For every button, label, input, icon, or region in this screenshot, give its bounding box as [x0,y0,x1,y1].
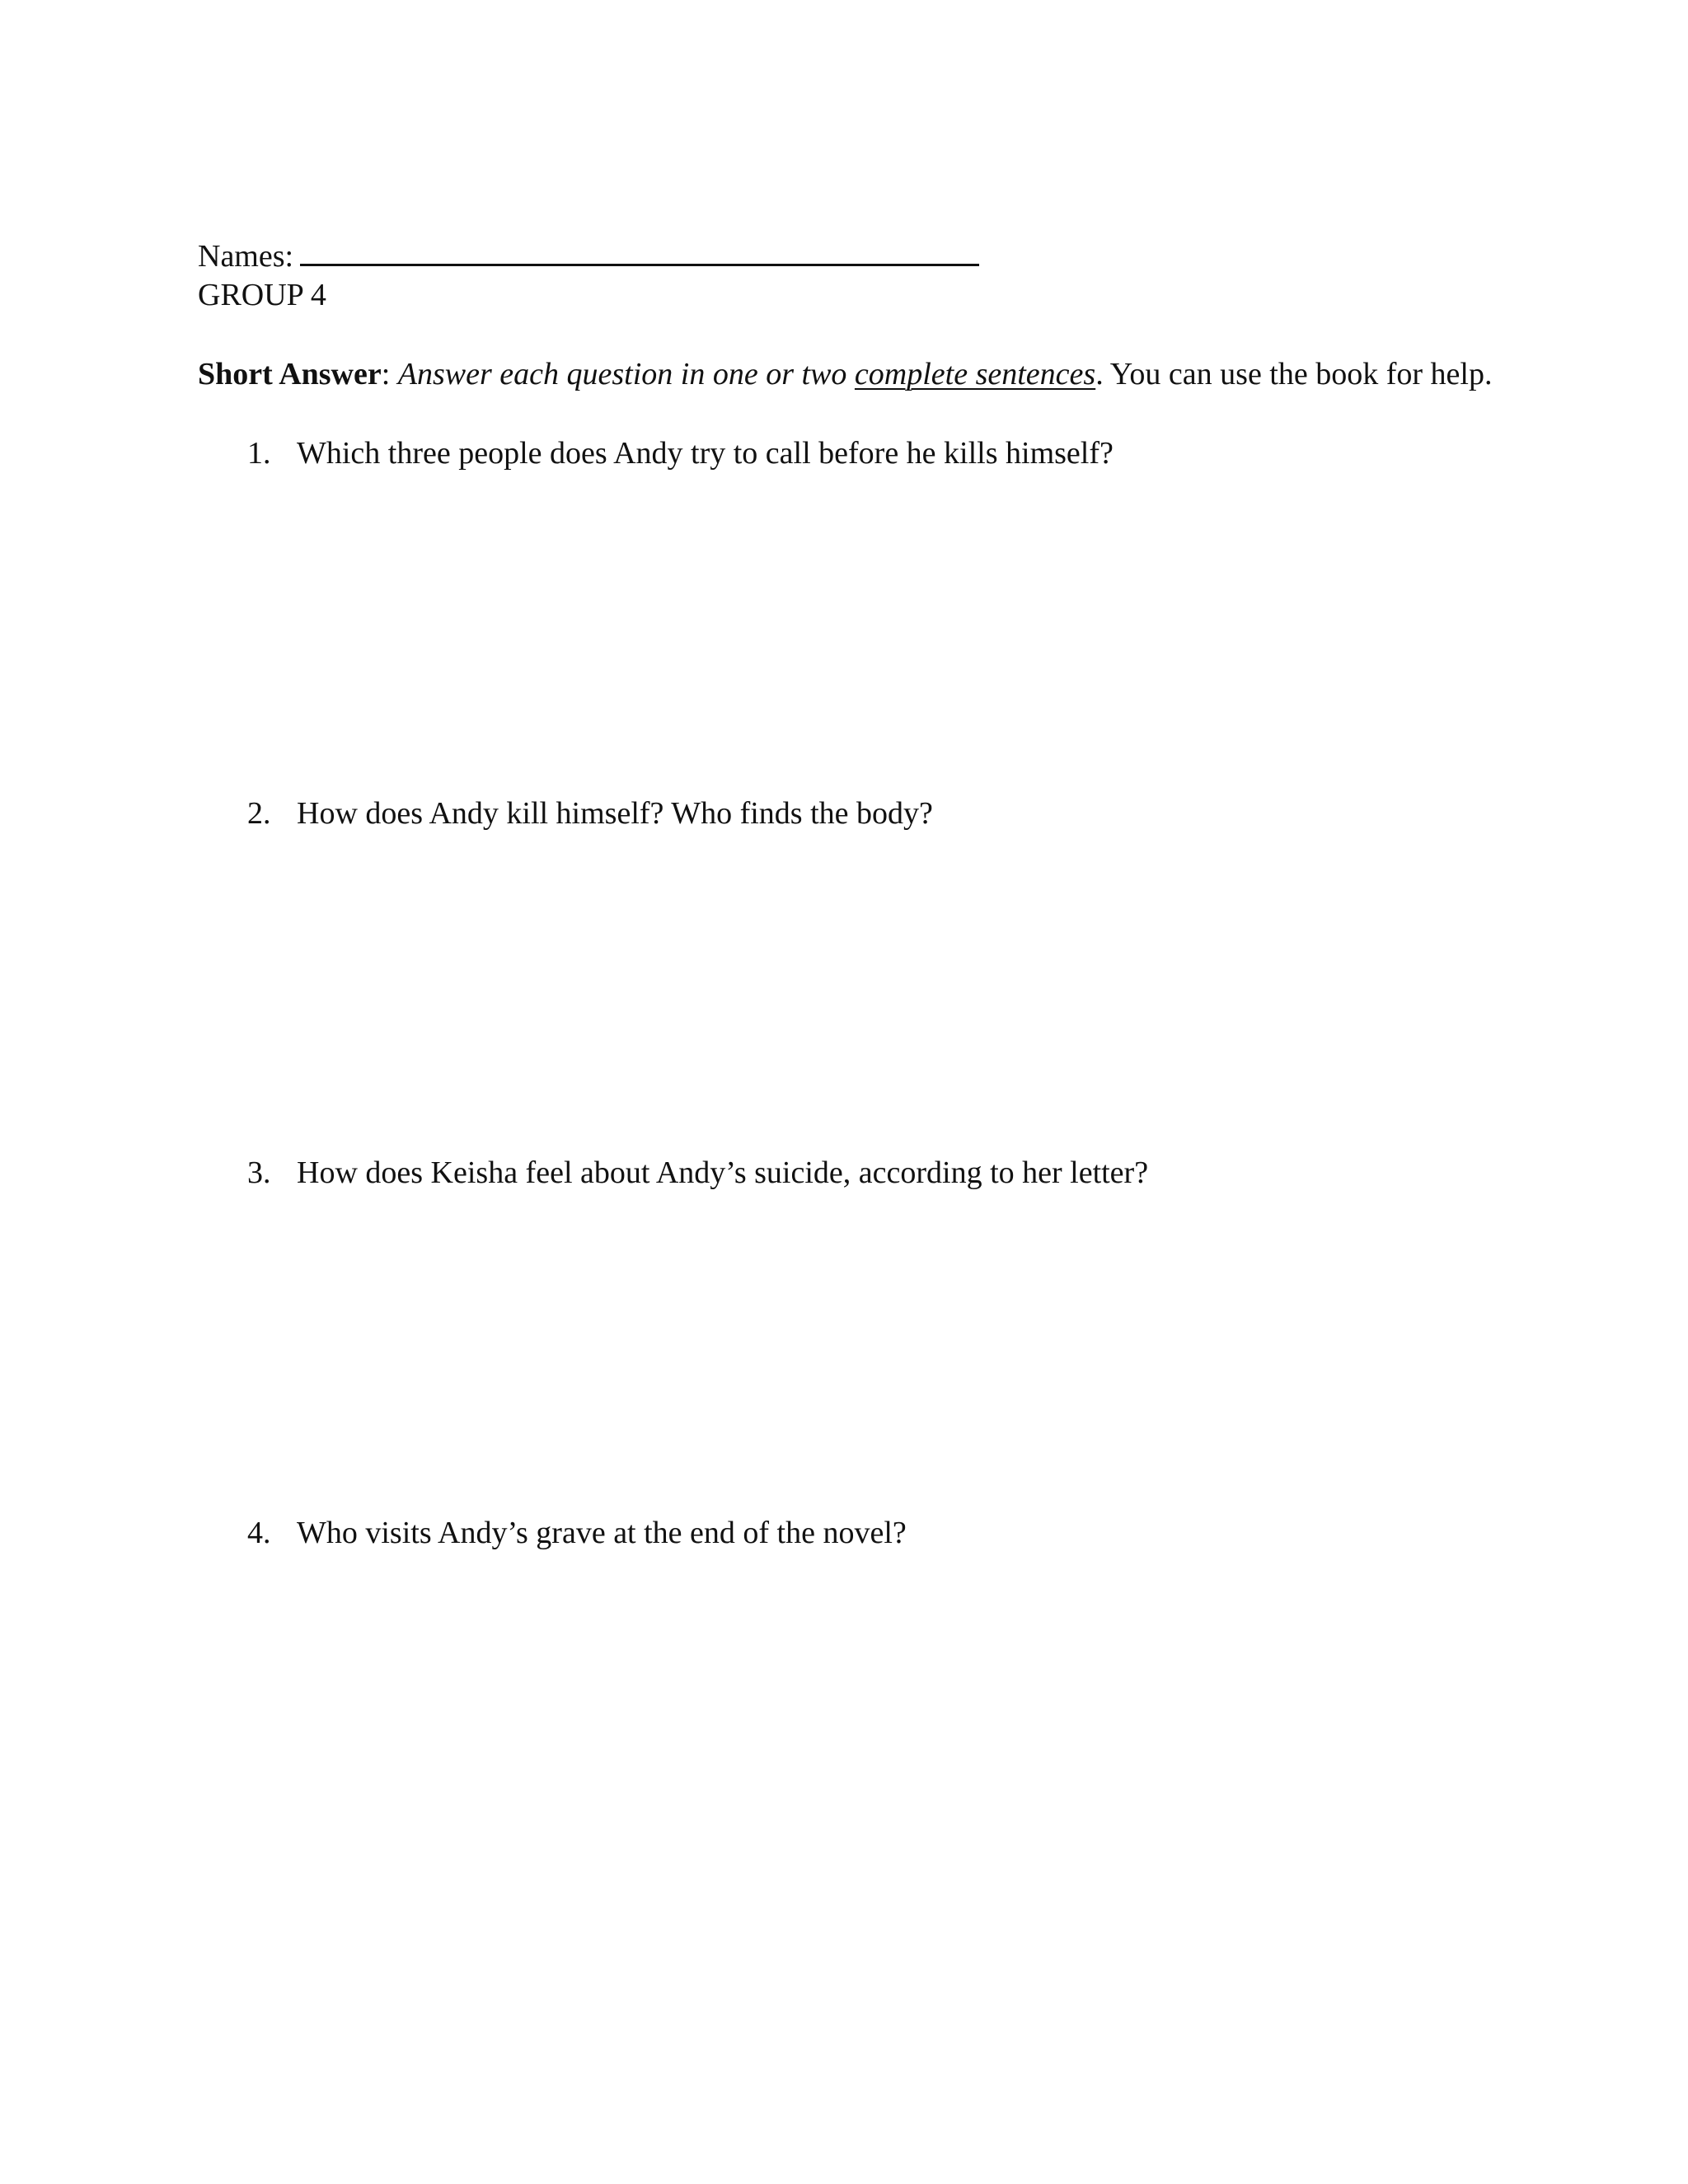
question-text: Who visits Andy’s grave at the end of the novel? [297,1516,907,1550]
question-number: 3. [247,1155,271,1190]
names-line [198,236,979,276]
question-number: 1. [247,436,271,471]
instructions-italic-text: Answer each question in one or two [397,357,847,391]
group-label: GROUP 4 [198,278,326,312]
instructions-underlined-text: complete sentences [854,357,1096,391]
question-text: How does Andy kill himself? Who finds the body? [297,796,933,831]
names-blank-field[interactable] [300,236,979,266]
instructions-rest: You can use the book for help. [1109,357,1493,391]
question-text: How does Keisha feel about Andy’s suicide, according to her letter? [297,1155,1149,1190]
instructions-heading: Short Answer [198,357,382,391]
instructions-colon: : [381,357,391,391]
instructions [198,354,1492,394]
question-item [247,1153,1148,1193]
question-item [247,1513,907,1553]
instructions-period: . [1095,357,1104,391]
question-text: Which three people does Andy try to call before he kills himself? [297,436,1114,471]
question-number: 2. [247,796,271,831]
question-number: 4. [247,1516,271,1550]
names-label: Names: [198,239,294,274]
question-item [247,794,933,833]
question-item [247,434,1114,473]
